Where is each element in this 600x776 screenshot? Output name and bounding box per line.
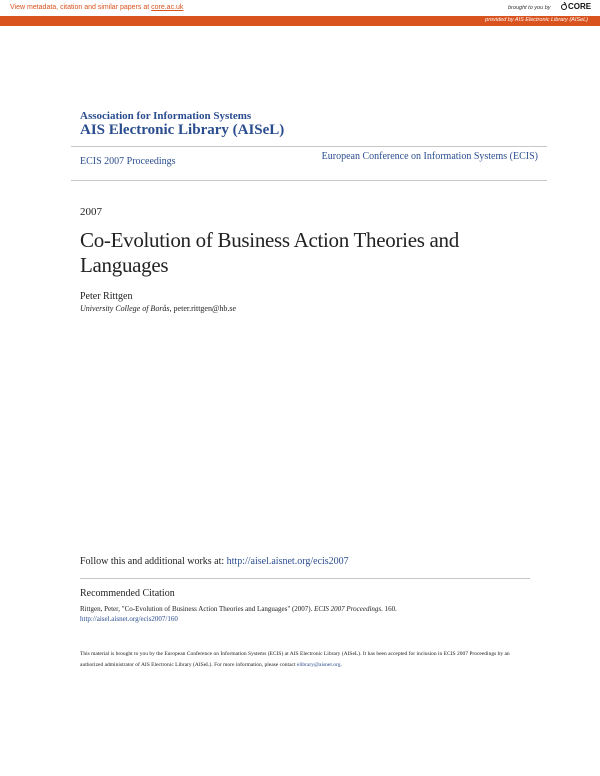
citation-divider <box>80 578 530 579</box>
affiliation-name: University College of Borås <box>80 304 170 313</box>
citation-suffix: . 160. <box>381 605 397 613</box>
citation-link[interactable]: http://aisel.aisnet.org/ecis2007/160 <box>80 615 178 623</box>
core-metadata-link[interactable] <box>10 4 183 11</box>
paper-author: Peter Rittgen <box>80 291 133 302</box>
core-label: CORE <box>568 2 592 11</box>
citation-text <box>80 604 530 624</box>
citation-body: Rittgen, Peter, "Co-Evolution of Business Action Theories and Languages" (2007). <box>80 605 315 613</box>
notice-end: . <box>340 661 342 668</box>
brought-by-text: brought to you by <box>508 5 551 11</box>
paper-year: 2007 <box>80 206 102 218</box>
conference-link[interactable]: European Conference on Information Systems (ECIS) <box>321 151 538 162</box>
header-divider-top <box>71 146 547 147</box>
contact-email-link[interactable]: elibrary@aisnet.org <box>296 661 341 668</box>
association-name[interactable]: Association for Information Systems <box>80 110 252 122</box>
proceedings-link[interactable]: ECIS 2007 Proceedings <box>80 156 176 167</box>
provided-by-text: provided by AIS Electronic Library (AISeL) <box>485 17 588 23</box>
follow-link[interactable]: http://aisel.aisnet.org/ecis2007 <box>226 556 349 567</box>
library-name[interactable]: AIS Electronic Library (AISeL) <box>80 122 285 138</box>
paper-title: Co-Evolution of Business Action Theories and Languages <box>80 228 459 277</box>
follow-text: Follow this and additional works at: <box>80 556 227 567</box>
repository-notice <box>80 649 520 670</box>
author-affiliation <box>80 304 236 313</box>
core-link[interactable]: core.ac.uk <box>151 4 184 11</box>
core-logo-icon <box>560 2 568 11</box>
metadata-text: View metadata, citation and similar papers at <box>10 4 152 11</box>
citation-proceedings: ECIS 2007 Proceedings <box>314 605 382 613</box>
author-email: , peter.rittgen@hb.se <box>169 304 237 313</box>
notice-text: This material is brought to you by the European Conference on Information Systems (ECIS) at AIS Electronic Library (AISeL). It has been accepted for inclusion in ECIS 2007 Proceedings by an authorized administrator of AIS Electronic Library (AISeL). For more information, please contact <box>80 651 510 668</box>
follow-line <box>80 556 349 567</box>
header-divider-bottom <box>71 180 547 181</box>
recommended-citation-heading: Recommended Citation <box>80 588 175 599</box>
core-logo[interactable] <box>560 2 591 11</box>
